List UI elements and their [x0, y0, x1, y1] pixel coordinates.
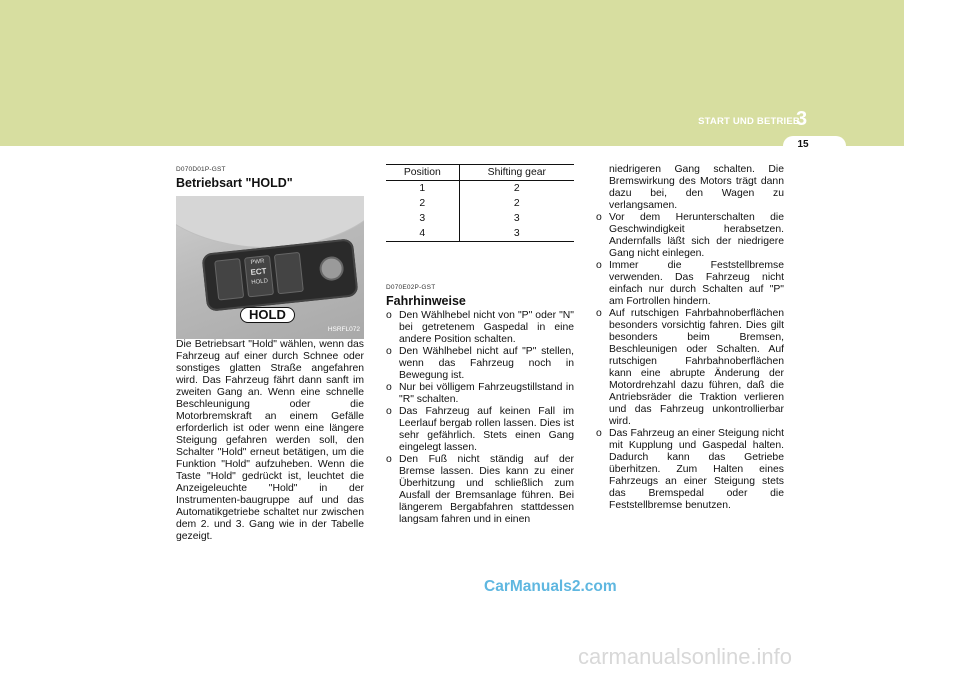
- list-item: [596, 428, 784, 512]
- table-header-row: [386, 165, 574, 181]
- section-code: D070D01P-GST: [176, 166, 226, 173]
- bullet: o: [386, 454, 392, 465]
- table-cell: 2: [513, 198, 520, 209]
- list-item: [596, 212, 784, 260]
- list-item-continued: [596, 164, 784, 212]
- bullet: o: [596, 428, 602, 439]
- list-item: [596, 308, 784, 428]
- table-header-position: Position: [386, 165, 459, 181]
- list-item-text: Den Fuß nicht ständig auf der Bremse lassen. Dies kann zu einer Überhitzung und schließlich zum Ausfall der Bremsanlage führen. Bei längerem Bergabfahren stattdessen langsam fahren und in einen: [399, 454, 574, 525]
- column-driving-tips-continued: [596, 164, 784, 512]
- list-item: [386, 346, 574, 382]
- switch-left: [214, 258, 244, 300]
- table-cell: 4: [386, 226, 459, 242]
- switch-right: [274, 252, 304, 294]
- table-row: [386, 181, 574, 197]
- section-body: Die Betriebsart "Hold" wählen, wenn das Fahrzeug auf einer durch Schnee oder sonstiges glatten Straße angefahren wird. Das Fahrzeug fährt dann sanft im zweiten Gang an. Wenn eine schnelle Beschleunigung oder die Motorbremskraft an einem Gefälle erforderlich ist oder wenn eine längere Steigung gefahren werden soll, den Schalter "Hold" erneut betätigen, um die Funktion "Hold" aufzuheben. Wenn die Taste "Hold" gedrückt ist, leuchtet die Anzeigeleuchte "Hold" in der Instrumenten-baugruppe auf und das Automatikgetriebe schaltet nur zwischen dem 2. und 3. Gang wie in der Tabelle gezeigt.: [176, 339, 364, 542]
- list-item: [386, 406, 574, 454]
- hold-callout: HOLD: [240, 307, 295, 323]
- table-cell: 2: [513, 183, 520, 194]
- list-item-text: Auf rutschigen Fahrbahnoberflächen besonders vorsichtig fahren. Dies gilt besonders beim Bremsen, Beschleunigen oder Schalten. Auf rutschigen Fahrbahnoberflächen kann eine abrupte Änderung der Motordrehzahl dazu führen, daß die Antriebsräder die Traktion verlieren und das Fahrzeug unkontrollierbar wird.: [609, 308, 784, 427]
- chapter-title: START UND BETRIEB: [698, 116, 800, 127]
- table-header-gear: Shifting gear: [459, 165, 574, 181]
- list-item-text: Den Wählhebel nicht von "P" oder "N" bei getretenem Gaspedal in eine andere Position schalten.: [399, 310, 574, 345]
- bullet: o: [596, 260, 602, 271]
- bullet: o: [386, 310, 392, 321]
- table-cell: 2: [386, 196, 459, 211]
- tips-list: [386, 310, 574, 526]
- list-item: [596, 260, 784, 308]
- switch-label-hold: HOLD: [251, 278, 269, 287]
- page-number: 15: [797, 139, 809, 150]
- photo-code: HSRFL072: [327, 326, 360, 333]
- list-item-text: Vor dem Herunterschalten die Geschwindigkeit herabsetzen. Andernfalls läßt sich der niedrigere Gang nicht einlegen.: [609, 212, 784, 259]
- table-cell: 3: [459, 226, 574, 242]
- section-code: D070E02P-GST: [386, 284, 436, 291]
- bullet: o: [386, 406, 392, 417]
- list-item: [386, 310, 574, 346]
- rotary-knob: [318, 255, 344, 281]
- table-cell: 3: [513, 213, 520, 224]
- column-driving-tips: [386, 282, 574, 526]
- switch-label-pwr: PWR: [250, 258, 265, 266]
- bullet: o: [386, 346, 392, 357]
- shifting-gear-table: [386, 164, 574, 242]
- list-item-text: Den Wählhebel nicht auf "P" stellen, wenn das Fahrzeug noch in Bewegung ist.: [399, 346, 574, 381]
- hold-switch-photo: [176, 196, 364, 339]
- list-item-text: niedrigeren Gang schalten. Die Bremswirkung des Motors trägt dann dazu bei, den Wagen zu verlangsamen.: [609, 164, 784, 211]
- list-item: [386, 454, 574, 526]
- table-row: [386, 226, 574, 242]
- switch-label-ect: ECT: [250, 266, 267, 278]
- switch-panel: [201, 238, 358, 312]
- list-item: [386, 382, 574, 406]
- list-item-text: Das Fahrzeug auf keinen Fall im Leerlauf bergab rollen lassen. Dies ist sehr gefährlich. Stets einen Gang eingelegt lassen.: [399, 406, 574, 453]
- tips-list-continued: [596, 164, 784, 512]
- table-cell: 1: [386, 181, 459, 197]
- section-heading: Fahrhinweise: [386, 294, 466, 308]
- bullet: o: [386, 382, 392, 393]
- list-item-text: Immer die Feststellbremse verwenden. Das Fahrzeug nicht einfach nur durch Schalten auf "P" am Fortrollen hindern.: [609, 260, 784, 307]
- table-cell: 3: [386, 211, 459, 226]
- table-row: [386, 196, 574, 211]
- switch-mode: [244, 255, 274, 297]
- watermark-carmanualsonline: carmanualsonline.info: [578, 644, 793, 669]
- list-item-text: Das Fahrzeug an einer Steigung nicht mit Kupplung und Gaspedal halten. Dadurch kann das Getriebe überhitzen. Zum Halten eines Fahrzeugs an einer Steigung stets das Bremspedal oder die Feststellbremse benutzen.: [609, 428, 784, 511]
- bullet: o: [596, 212, 602, 223]
- list-item-text: Nur bei völligem Fahrzeugstillstand in "R" schalten.: [399, 382, 574, 405]
- column-hold-mode: [176, 164, 364, 543]
- section-heading: Betriebsart "HOLD": [176, 176, 293, 190]
- table-row: [386, 211, 574, 226]
- chapter-number: 3: [796, 108, 808, 130]
- watermark-carmanuals2[interactable]: CarManuals2.com: [484, 578, 617, 595]
- bullet: o: [596, 308, 602, 319]
